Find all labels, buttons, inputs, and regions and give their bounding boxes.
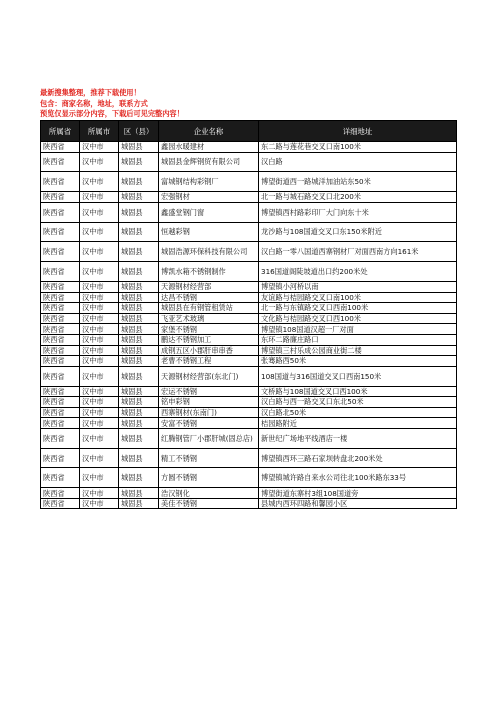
cell-district: 城固县 xyxy=(119,386,159,397)
cell-company: 红腾钢管厂小郡肝城(固总店) xyxy=(159,428,259,448)
cell-province: 陕西省 xyxy=(41,468,80,488)
cell-province: 陕西省 xyxy=(41,428,80,448)
table-row xyxy=(41,142,457,153)
cell-address: 北一路与城石路交叉口北200米 xyxy=(259,192,457,203)
cell-company: 城固浩源环保科技有限公司 xyxy=(159,242,259,262)
table-row xyxy=(41,202,457,222)
cell-province: 陕西省 xyxy=(41,303,80,314)
cell-district: 城固县 xyxy=(119,356,159,367)
cell-company: 安富不锈钢 xyxy=(159,418,259,429)
cell-address: 博望镇三村乐成公园商业街二楼 xyxy=(259,345,457,356)
cell-company: 鑫园水暖建材 xyxy=(159,142,259,153)
cell-company: 城固县在有钢管租赁站 xyxy=(159,303,259,314)
cell-district: 城固县 xyxy=(119,292,159,303)
cell-address: 东环二路廉庄路口 xyxy=(259,334,457,345)
cell-company: 天源钢材经营部(东北门) xyxy=(159,366,259,386)
cell-district: 城固县 xyxy=(119,397,159,408)
cell-company: 成钢五区小郡肝串串香 xyxy=(159,345,259,356)
cell-address: 博望镇108国道汉超一厂对面 xyxy=(259,324,457,335)
cell-district: 城固县 xyxy=(119,498,159,509)
cell-city: 汉中市 xyxy=(80,468,119,488)
cell-city: 汉中市 xyxy=(80,397,119,408)
cell-district: 城固县 xyxy=(119,202,159,222)
cell-address: 108国道与316国道交叉口西南150米 xyxy=(259,366,457,386)
cell-district: 城固县 xyxy=(119,407,159,418)
merchant-table xyxy=(40,120,457,509)
cell-company: 鹏达不锈钢加工 xyxy=(159,334,259,345)
cell-province: 陕西省 xyxy=(41,334,80,345)
cell-city: 汉中市 xyxy=(80,498,119,509)
table-row xyxy=(41,303,457,314)
cell-city: 汉中市 xyxy=(80,418,119,429)
notice-line: 预览仅显示部分内容，下载后可见完整内容！ xyxy=(40,109,184,119)
header-city: 所属市 xyxy=(80,121,119,142)
cell-province: 陕西省 xyxy=(41,407,80,418)
cell-address: 张骞路西50米 xyxy=(259,356,457,367)
table-row xyxy=(41,366,457,386)
table-row xyxy=(41,172,457,192)
cell-district: 城固县 xyxy=(119,366,159,386)
cell-province: 陕西省 xyxy=(41,262,80,282)
table-row xyxy=(41,345,457,356)
header-district: 区（县） xyxy=(119,121,159,142)
cell-province: 陕西省 xyxy=(41,202,80,222)
cell-city: 汉中市 xyxy=(80,386,119,397)
cell-city: 汉中市 xyxy=(80,152,119,172)
cell-city: 汉中市 xyxy=(80,324,119,335)
cell-city: 汉中市 xyxy=(80,356,119,367)
cell-district: 城固县 xyxy=(119,242,159,262)
cell-address: 龙沙路与108国道交叉口东150米附近 xyxy=(259,222,457,242)
cell-province: 陕西省 xyxy=(41,324,80,335)
cell-city: 汉中市 xyxy=(80,366,119,386)
cell-address: 东二路与莲花巷交叉口南100米 xyxy=(259,142,457,153)
cell-company: 精工不锈钢 xyxy=(159,448,259,468)
table-row xyxy=(41,448,457,468)
cell-province: 陕西省 xyxy=(41,281,80,292)
cell-company: 天源钢材经营部 xyxy=(159,281,259,292)
table-row xyxy=(41,407,457,418)
cell-city: 汉中市 xyxy=(80,192,119,203)
cell-province: 陕西省 xyxy=(41,345,80,356)
cell-address: 县城内西环四路和馨园小区 xyxy=(259,498,457,509)
table-row xyxy=(41,418,457,429)
cell-company: 博凯水箱不锈钢制作 xyxy=(159,262,259,282)
cell-address: 桔园路附近 xyxy=(259,418,457,429)
cell-province: 陕西省 xyxy=(41,172,80,192)
cell-company: 恒越彩钢 xyxy=(159,222,259,242)
cell-district: 城固县 xyxy=(119,222,159,242)
cell-district: 城固县 xyxy=(119,281,159,292)
cell-city: 汉中市 xyxy=(80,334,119,345)
cell-city: 汉中市 xyxy=(80,172,119,192)
cell-address: 汉白路北50米 xyxy=(259,407,457,418)
cell-address: 博望镇城许路自来水公司往北100米路东33号 xyxy=(259,468,457,488)
cell-address: 博望街道东寨村3组108国道旁 xyxy=(259,488,457,499)
cell-city: 汉中市 xyxy=(80,345,119,356)
cell-company: 富城钢结构彩钢厂 xyxy=(159,172,259,192)
cell-address: 汉白路一零八国道西寨钢材厂对面西南方向161米 xyxy=(259,242,457,262)
cell-province: 陕西省 xyxy=(41,313,80,324)
cell-company: 城固县金辉钢贸有限公司 xyxy=(159,152,259,172)
cell-city: 汉中市 xyxy=(80,222,119,242)
header-address: 详细地址 xyxy=(259,121,457,142)
cell-city: 汉中市 xyxy=(80,407,119,418)
cell-company: 飞亚艺术玻璃 xyxy=(159,313,259,324)
cell-city: 汉中市 xyxy=(80,242,119,262)
cell-company: 宏强钢材 xyxy=(159,192,259,203)
cell-company: 达昌不锈钢 xyxy=(159,292,259,303)
cell-district: 城固县 xyxy=(119,192,159,203)
table-row xyxy=(41,152,457,172)
cell-province: 陕西省 xyxy=(41,222,80,242)
cell-city: 汉中市 xyxy=(80,281,119,292)
cell-district: 城固县 xyxy=(119,152,159,172)
cell-city: 汉中市 xyxy=(80,292,119,303)
header-company: 企业名称 xyxy=(159,121,259,142)
cell-address: 文化路与桔园路交叉口西100米 xyxy=(259,313,457,324)
cell-company: 方圆不锈钢 xyxy=(159,468,259,488)
table-row xyxy=(41,292,457,303)
cell-address: 北一路与东镇路交叉口西南100米 xyxy=(259,303,457,314)
cell-address: 汉白路与西一路交叉口东北50米 xyxy=(259,397,457,408)
notice-line: 包含：商家名称，地址，联系方式 xyxy=(40,98,148,108)
cell-province: 陕西省 xyxy=(41,397,80,408)
cell-district: 城固县 xyxy=(119,142,159,153)
cell-address: 316国道阁陡坡道出口约200米处 xyxy=(259,262,457,282)
cell-province: 陕西省 xyxy=(41,386,80,397)
header-province: 所属省 xyxy=(41,121,80,142)
cell-district: 城固县 xyxy=(119,345,159,356)
table-row xyxy=(41,281,457,292)
cell-province: 陕西省 xyxy=(41,356,80,367)
table-row xyxy=(41,192,457,203)
cell-address: 新世纪广场地平线酒店一楼 xyxy=(259,428,457,448)
table-row xyxy=(41,356,457,367)
table-row xyxy=(41,324,457,335)
cell-city: 汉中市 xyxy=(80,142,119,153)
table-row xyxy=(41,397,457,408)
cell-city: 汉中市 xyxy=(80,202,119,222)
cell-province: 陕西省 xyxy=(41,366,80,386)
cell-company: 家堡不锈钢 xyxy=(159,324,259,335)
cell-province: 陕西省 xyxy=(41,448,80,468)
cell-city: 汉中市 xyxy=(80,313,119,324)
cell-district: 城固县 xyxy=(119,172,159,192)
cell-address: 汉白路 xyxy=(259,152,457,172)
table-row xyxy=(41,428,457,448)
cell-address: 博望镇西环三路石家坝转盘北200米处 xyxy=(259,448,457,468)
cell-company: 美佳不锈钢 xyxy=(159,498,259,509)
cell-company: 老曹不锈钢工程 xyxy=(159,356,259,367)
cell-province: 陕西省 xyxy=(41,418,80,429)
cell-district: 城固县 xyxy=(119,428,159,448)
table-row xyxy=(41,488,457,499)
cell-address: 博望镇西村路彩印厂大门向东十米 xyxy=(259,202,457,222)
cell-company: 宏运不锈钢 xyxy=(159,386,259,397)
cell-province: 陕西省 xyxy=(41,242,80,262)
cell-province: 陕西省 xyxy=(41,142,80,153)
cell-city: 汉中市 xyxy=(80,262,119,282)
cell-company: 西寨钢材(东南门) xyxy=(159,407,259,418)
cell-address: 友谊路与桔园路交叉口南100米 xyxy=(259,292,457,303)
cell-district: 城固县 xyxy=(119,418,159,429)
table-row xyxy=(41,242,457,262)
cell-province: 陕西省 xyxy=(41,488,80,499)
table-row xyxy=(41,386,457,397)
cell-address: 文桥路与108国道交叉口西100米 xyxy=(259,386,457,397)
cell-district: 城固县 xyxy=(119,468,159,488)
cell-district: 城固县 xyxy=(119,313,159,324)
cell-company: 浩汉钢化 xyxy=(159,488,259,499)
notice-block xyxy=(40,88,184,120)
table-row xyxy=(41,334,457,345)
cell-province: 陕西省 xyxy=(41,498,80,509)
notice-line: 最新搜集整理，推荐下载使用！ xyxy=(40,88,141,97)
cell-city: 汉中市 xyxy=(80,488,119,499)
table-body xyxy=(41,142,457,509)
cell-district: 城固县 xyxy=(119,303,159,314)
cell-province: 陕西省 xyxy=(41,192,80,203)
table-row xyxy=(41,313,457,324)
cell-address: 博望镇小河桥以南 xyxy=(259,281,457,292)
cell-district: 城固县 xyxy=(119,262,159,282)
cell-province: 陕西省 xyxy=(41,152,80,172)
table-row xyxy=(41,468,457,488)
cell-company: 铭申彩钢 xyxy=(159,397,259,408)
cell-city: 汉中市 xyxy=(80,448,119,468)
cell-city: 汉中市 xyxy=(80,428,119,448)
cell-city: 汉中市 xyxy=(80,303,119,314)
table-row xyxy=(41,498,457,509)
cell-district: 城固县 xyxy=(119,324,159,335)
table-header-row xyxy=(41,121,457,142)
cell-district: 城固县 xyxy=(119,488,159,499)
table-row xyxy=(41,222,457,242)
cell-company: 鑫盛堂钢门窗 xyxy=(159,202,259,222)
cell-address: 博望街道西一路城洋加油站东50米 xyxy=(259,172,457,192)
cell-district: 城固县 xyxy=(119,334,159,345)
cell-district: 城固县 xyxy=(119,448,159,468)
cell-province: 陕西省 xyxy=(41,292,80,303)
table-row xyxy=(41,262,457,282)
